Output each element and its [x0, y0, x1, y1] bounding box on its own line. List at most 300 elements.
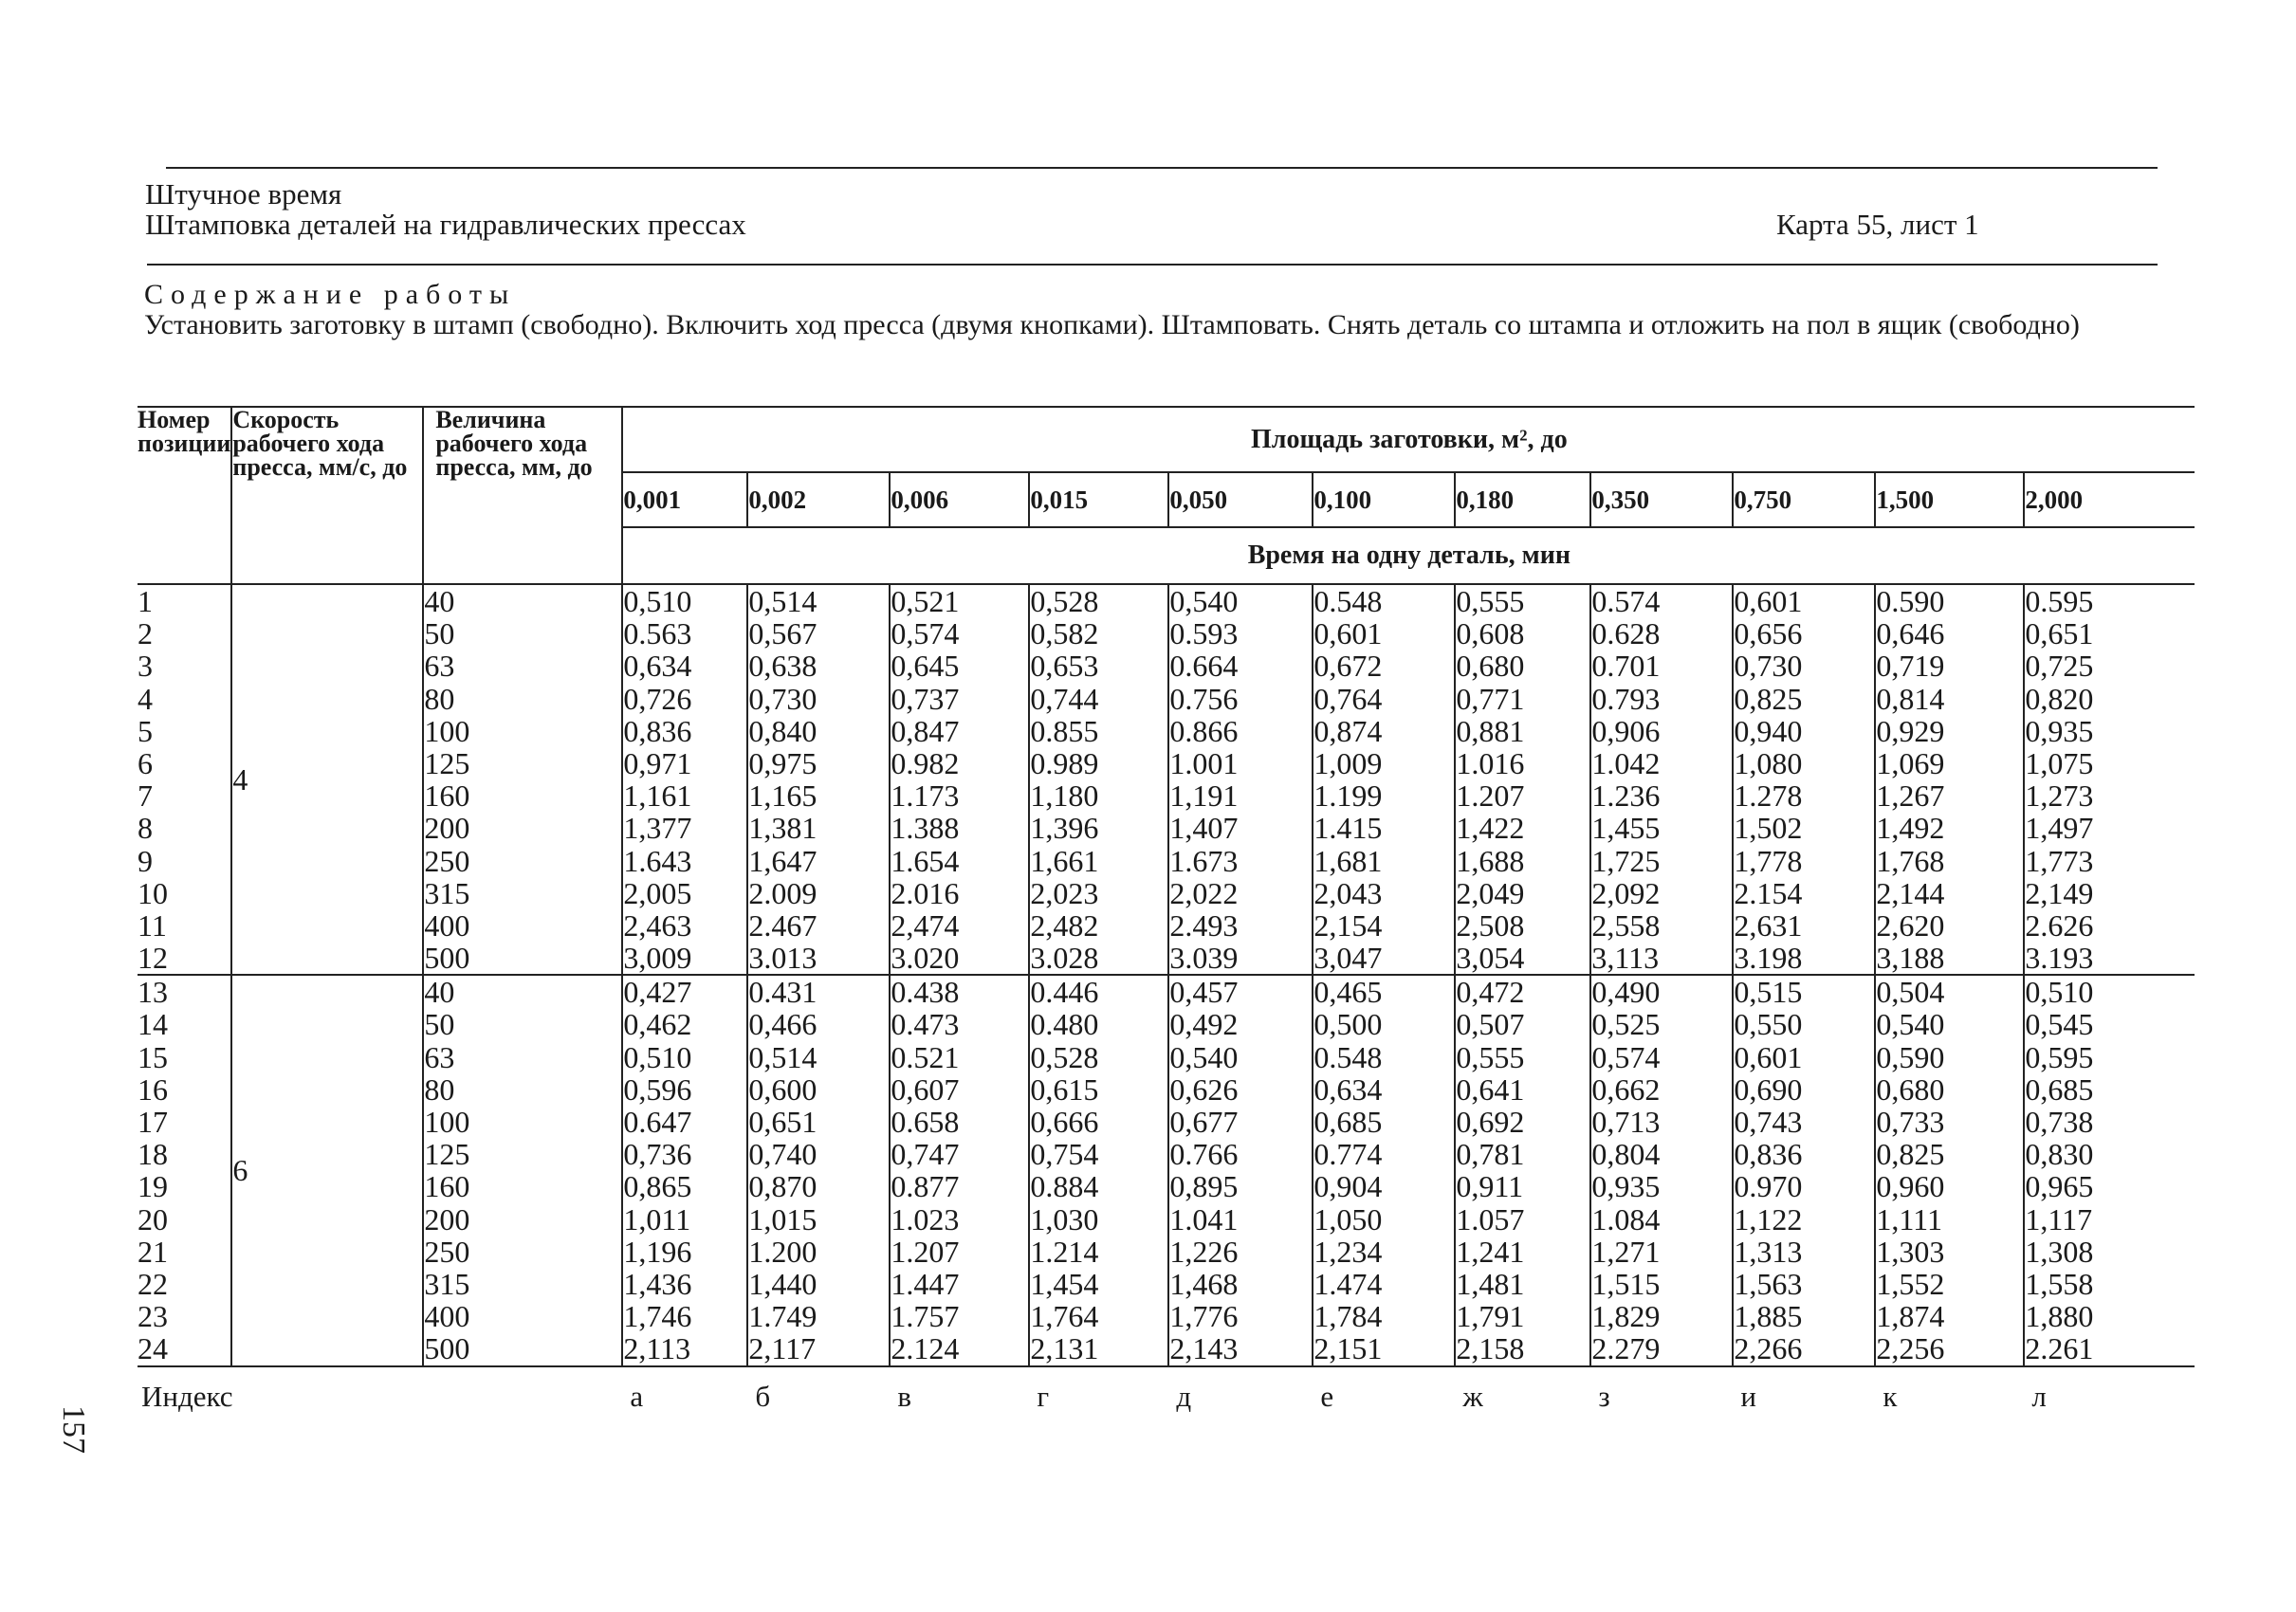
cell: 1,497	[2025, 811, 2094, 846]
cell: 1.278	[1734, 779, 1803, 814]
cell: 0,754	[1030, 1137, 1099, 1172]
position-column	[138, 975, 231, 1365]
cell: 0.548	[1313, 584, 1383, 618]
cell: 500	[424, 941, 470, 976]
area-col-7: 0,180	[1455, 472, 1590, 527]
cell: 0,881	[1456, 713, 1525, 748]
cell: 0.884	[1030, 1169, 1099, 1204]
cell: 0,427	[623, 975, 692, 1010]
cell: 1	[138, 584, 153, 618]
cell: 0,764	[1313, 681, 1383, 716]
cell: 1,725	[1591, 843, 1661, 878]
cell: 1.199	[1313, 779, 1383, 814]
cell: 1,191	[1169, 779, 1239, 814]
cell: 400	[424, 907, 470, 943]
cell: 0.590	[1876, 584, 1945, 618]
cell: 0,935	[1591, 1169, 1661, 1204]
cell: 2,023	[1030, 875, 1099, 910]
cell: 0,582	[1030, 616, 1099, 651]
time-column-5	[1168, 975, 1313, 1365]
cell: 2,022	[1169, 875, 1239, 910]
cell: 2,266	[1734, 1331, 1803, 1366]
cell: 0.595	[2025, 584, 2094, 618]
cell: 2,151	[1313, 1331, 1383, 1366]
cell: 0,713	[1591, 1105, 1661, 1139]
cell: 0.628	[1591, 616, 1661, 651]
cell: 1.654	[891, 843, 960, 878]
cell: 40	[424, 975, 455, 1010]
cell: 0,836	[623, 713, 692, 748]
cell: 2.279	[1591, 1331, 1661, 1366]
index-letter: д	[1176, 1379, 1192, 1413]
cell: 0,462	[623, 1007, 692, 1042]
cell: 1,492	[1876, 811, 1945, 846]
cell: 0,929	[1876, 713, 1945, 748]
cell: 1,075	[2025, 745, 2094, 780]
cell: 14	[138, 1007, 168, 1042]
cell: 2,143	[1169, 1331, 1239, 1366]
cell: 500	[424, 1331, 470, 1366]
cell: 63	[424, 1039, 455, 1074]
cell: 1,381	[748, 811, 817, 846]
cell: 2,474	[891, 907, 960, 943]
cell: 2,158	[1456, 1331, 1525, 1366]
cell: 0,590	[1876, 1039, 1945, 1074]
cell: 21	[138, 1234, 168, 1269]
cell: 0,965	[2025, 1169, 2094, 1204]
cell: 2.626	[2025, 907, 2094, 943]
cell: 0.793	[1591, 681, 1661, 716]
cell: 0,904	[1313, 1169, 1383, 1204]
cell: 4	[138, 681, 153, 716]
cell: 0,690	[1734, 1072, 1803, 1107]
time-column-2	[747, 584, 890, 975]
area-col-9: 0,750	[1733, 472, 1875, 527]
cell: 0,550	[1734, 1007, 1803, 1042]
cell: 0,865	[623, 1169, 692, 1204]
cell: 0,514	[748, 1039, 817, 1074]
cell: 0.877	[891, 1169, 960, 1204]
data-groups	[138, 584, 2195, 1366]
cell: 1,563	[1734, 1266, 1803, 1301]
cell: 0,600	[748, 1072, 817, 1107]
cell: 0,804	[1591, 1137, 1661, 1172]
cell: 0.548	[1313, 1039, 1383, 1074]
cell: 1.388	[891, 811, 960, 846]
cell: 3,188	[1876, 941, 1945, 976]
time-column-5	[1168, 584, 1313, 975]
time-column-4	[1029, 975, 1168, 1365]
cell: 0,685	[1313, 1105, 1383, 1139]
cell: 0.446	[1030, 975, 1099, 1010]
cell: 3	[138, 649, 153, 684]
time-column-7	[1455, 975, 1590, 1365]
time-column-6	[1313, 975, 1455, 1365]
cell: 0.658	[891, 1105, 960, 1139]
card-number: Карта 55, лист 1	[1776, 208, 1979, 241]
cell: 2.154	[1734, 875, 1803, 910]
time-column-11	[2024, 975, 2195, 1365]
cell: 20	[138, 1201, 168, 1236]
cell: 1.042	[1591, 745, 1661, 780]
cell: 3.193	[2025, 941, 2094, 976]
cell: 16	[138, 1072, 168, 1107]
group-row-2	[138, 975, 2195, 1365]
cell: 1,647	[748, 843, 817, 878]
cell: 1,009	[1313, 745, 1383, 780]
cell: 0,740	[748, 1137, 817, 1172]
cell: 2,131	[1030, 1331, 1099, 1366]
cell: 6	[138, 745, 153, 780]
cell: 0,677	[1169, 1105, 1239, 1139]
area-col-6: 0,100	[1313, 472, 1455, 527]
cell: 1,030	[1030, 1201, 1099, 1236]
cell: 0,510	[2025, 975, 2094, 1010]
time-column-9	[1733, 584, 1875, 975]
cell: 63	[424, 649, 455, 684]
cell: 2.124	[891, 1331, 960, 1366]
cell: 17	[138, 1105, 168, 1139]
cell: 0,975	[748, 745, 817, 780]
time-column-4	[1029, 584, 1168, 975]
cell: 13	[138, 975, 168, 1010]
cell: 0.701	[1591, 649, 1661, 684]
cell: 0,733	[1876, 1105, 1945, 1139]
cell: 1,688	[1456, 843, 1525, 878]
cell: 0,504	[1876, 975, 1945, 1010]
cell: 0,634	[1313, 1072, 1383, 1107]
cell: 1,377	[623, 811, 692, 846]
cell: 100	[424, 713, 470, 748]
cell: 0.982	[891, 745, 960, 780]
cell: 0,601	[1313, 616, 1383, 651]
cell: 1,161	[623, 779, 692, 814]
cell: 12	[138, 941, 168, 976]
index-letter: е	[1320, 1379, 1334, 1413]
cell: 1,069	[1876, 745, 1945, 780]
group-row-1	[138, 584, 2195, 975]
cell: 2,149	[2025, 875, 2094, 910]
cell: 23	[138, 1299, 168, 1334]
cell: 1.207	[1456, 779, 1525, 814]
cell: 0,528	[1030, 584, 1099, 618]
cell: 2,482	[1030, 907, 1099, 943]
cell: 1,773	[2025, 843, 2094, 878]
cell: 0,726	[623, 681, 692, 716]
cell: 2,620	[1876, 907, 1945, 943]
cell: 1,271	[1591, 1234, 1661, 1269]
cell: 1.214	[1030, 1234, 1099, 1269]
cell: 1,122	[1734, 1201, 1803, 1236]
cell: 2,558	[1591, 907, 1661, 943]
time-column-7	[1455, 584, 1590, 975]
cell: 160	[424, 1169, 470, 1204]
cell: 1,407	[1169, 811, 1239, 846]
cell: 0,596	[623, 1072, 692, 1107]
time-column-6	[1313, 584, 1455, 975]
cell: 0,781	[1456, 1137, 1525, 1172]
cell: 1.749	[748, 1299, 817, 1334]
cell: 0,492	[1169, 1007, 1239, 1042]
cell: 0,638	[748, 649, 817, 684]
cell: 1,455	[1591, 811, 1661, 846]
cell: 0,608	[1456, 616, 1525, 651]
cell: 0,574	[891, 616, 960, 651]
cell: 0,641	[1456, 1072, 1525, 1107]
cell: 9	[138, 843, 153, 878]
cell: 1.207	[891, 1234, 960, 1269]
top-rule	[166, 167, 2158, 169]
area-header: Площадь заготовки, м², до	[1250, 424, 1568, 454]
cell: 2.467	[748, 907, 817, 943]
cell: 0,680	[1456, 649, 1525, 684]
cell: 3.013	[748, 941, 817, 976]
cell: 0,615	[1030, 1072, 1099, 1107]
cell: 0,666	[1030, 1105, 1099, 1139]
header-rule	[147, 264, 2158, 266]
index-letter: б	[755, 1379, 771, 1413]
cell: 0.563	[623, 616, 692, 651]
cell: 315	[424, 1266, 470, 1301]
cell: 0,540	[1169, 1039, 1239, 1074]
cell: 8	[138, 811, 153, 846]
cell: 0,737	[891, 681, 960, 716]
time-column-3	[890, 975, 1029, 1365]
cell: 2.009	[748, 875, 817, 910]
cell: 0,500	[1313, 1007, 1383, 1042]
cell: 0,847	[891, 713, 960, 748]
cell: 0,814	[1876, 681, 1945, 716]
cell: 0,685	[2025, 1072, 2094, 1107]
cell: 0,870	[748, 1169, 817, 1204]
index-label: Индекс	[141, 1379, 233, 1413]
cell: 3,047	[1313, 941, 1383, 976]
cell: 18	[138, 1137, 168, 1172]
time-column-9	[1733, 975, 1875, 1365]
cell: 0,457	[1169, 975, 1239, 1010]
cell: 0,680	[1876, 1072, 1945, 1107]
cell: 1,764	[1030, 1299, 1099, 1334]
cell: 1.757	[891, 1299, 960, 1334]
cell: 0,771	[1456, 681, 1525, 716]
cell: 0,725	[2025, 649, 2094, 684]
cell: 0,672	[1313, 649, 1383, 684]
cell: 1,117	[2025, 1201, 2093, 1236]
cell: 0,825	[1876, 1137, 1945, 1172]
speed-value: 6	[231, 975, 423, 1365]
cell: 0.866	[1169, 713, 1239, 748]
cell: 1,468	[1169, 1266, 1239, 1301]
cell: 0,646	[1876, 616, 1945, 651]
cell: 0,836	[1734, 1137, 1803, 1172]
cell: 2,092	[1591, 875, 1661, 910]
cell: 1.023	[891, 1201, 960, 1236]
cell: 0,645	[891, 649, 960, 684]
cell: 1,313	[1734, 1234, 1803, 1269]
cell: 0,830	[2025, 1137, 2094, 1172]
cell: 250	[424, 1234, 470, 1269]
area-col-2: 0,002	[747, 472, 890, 527]
index-letter: з	[1598, 1379, 1610, 1413]
cell: 1,050	[1313, 1201, 1383, 1236]
cell: 0,472	[1456, 975, 1525, 1010]
cell: 2,005	[623, 875, 692, 910]
cell: 50	[424, 1007, 455, 1042]
speed-value: 4	[231, 584, 423, 975]
cell: 1,778	[1734, 843, 1803, 878]
cell: 0.766	[1169, 1137, 1239, 1172]
cell: 0.989	[1030, 745, 1099, 780]
cell: 1,436	[623, 1266, 692, 1301]
cell: 1.041	[1169, 1201, 1239, 1236]
time-column-1	[622, 975, 747, 1365]
cell: 0,747	[891, 1137, 960, 1172]
cell: 80	[424, 1072, 455, 1107]
cell: 1,558	[2025, 1266, 2094, 1301]
cell: 0,601	[1734, 1039, 1803, 1074]
cell: 1.173	[891, 779, 960, 814]
cell: 24	[138, 1331, 168, 1366]
index-letter: а	[630, 1379, 644, 1413]
cell: 100	[424, 1105, 470, 1139]
cell: 1,880	[2025, 1299, 2094, 1334]
cell: 1,746	[623, 1299, 692, 1334]
cell: 1,791	[1456, 1299, 1525, 1334]
cell: 0,743	[1734, 1105, 1803, 1139]
cell: 1.474	[1313, 1266, 1383, 1301]
cell: 1.415	[1313, 811, 1383, 846]
index-letter: ж	[1462, 1379, 1483, 1413]
cell: 2,631	[1734, 907, 1803, 943]
index-letter: и	[1740, 1379, 1756, 1413]
cell: 0,911	[1456, 1169, 1524, 1204]
cell: 2,463	[623, 907, 692, 943]
cell: 1,515	[1591, 1266, 1661, 1301]
area-col-1: 0,001	[622, 472, 747, 527]
cell: 0,730	[1734, 649, 1803, 684]
time-column-10	[1875, 584, 2024, 975]
cell: 1,829	[1591, 1299, 1661, 1334]
area-col-3: 0,006	[890, 472, 1029, 527]
cell: 0,574	[1591, 1039, 1661, 1074]
cell: 50	[424, 616, 455, 651]
cell: 1.200	[748, 1234, 817, 1269]
cell: 0.480	[1030, 1007, 1099, 1042]
cell: 1,111	[1876, 1201, 1942, 1236]
cell: 2.016	[891, 875, 960, 910]
cell: 3.028	[1030, 941, 1099, 976]
cell: 3,054	[1456, 941, 1525, 976]
cell: 0,820	[2025, 681, 2094, 716]
cell: 200	[424, 1201, 470, 1236]
cell: 10	[138, 875, 168, 910]
cell: 400	[424, 1299, 470, 1334]
cell: 3,113	[1591, 941, 1660, 976]
cell: 0,825	[1734, 681, 1803, 716]
cell: 0,490	[1591, 975, 1661, 1010]
time-column-8	[1590, 975, 1733, 1365]
cell: 0,736	[623, 1137, 692, 1172]
cell: 250	[424, 843, 470, 878]
time-column-11	[2024, 584, 2195, 975]
cell: 0,510	[623, 1039, 692, 1074]
cell: 2.261	[2025, 1331, 2094, 1366]
cell: 1,481	[1456, 1266, 1525, 1301]
cell: 0,540	[1169, 584, 1239, 618]
cell: 40	[424, 584, 455, 618]
cell: 2,154	[1313, 907, 1383, 943]
cell: 11	[138, 907, 167, 943]
cell: 3,009	[623, 941, 692, 976]
cell: 2,049	[1456, 875, 1525, 910]
cell: 0.431	[748, 975, 817, 1010]
cell: 1,273	[2025, 779, 2094, 814]
cell: 1.016	[1456, 745, 1525, 780]
cell: 0,555	[1456, 1039, 1525, 1074]
cell: 1,552	[1876, 1266, 1945, 1301]
index-letter: в	[897, 1379, 911, 1413]
cell: 315	[424, 875, 470, 910]
cell: 0,510	[623, 584, 692, 618]
cell: 15	[138, 1039, 168, 1074]
cell: 1,180	[1030, 779, 1099, 814]
cell: 1.084	[1591, 1201, 1661, 1236]
cell: 1,308	[2025, 1234, 2094, 1269]
cell: 0,525	[1591, 1007, 1661, 1042]
time-column-1	[622, 584, 747, 975]
cell: 1,011	[623, 1201, 691, 1236]
work-title: Содержание работы	[144, 279, 517, 310]
cell: 0.756	[1169, 681, 1239, 716]
area-col-4: 0,015	[1029, 472, 1168, 527]
cell: 2	[138, 616, 153, 651]
cell: 1.001	[1169, 745, 1239, 780]
cell: 0.970	[1734, 1169, 1803, 1204]
cell: 1.057	[1456, 1201, 1525, 1236]
cell: 1,784	[1313, 1299, 1383, 1334]
header-line-1: Штучное время	[145, 177, 342, 211]
cell: 0,960	[1876, 1169, 1945, 1204]
cell: 0,906	[1591, 713, 1661, 748]
cell: 0.574	[1591, 584, 1661, 618]
cell: 0,730	[748, 681, 817, 716]
time-column-3	[890, 584, 1029, 975]
cell: 0,607	[891, 1072, 960, 1107]
area-col-8: 0,350	[1590, 472, 1733, 527]
cell: 1.673	[1169, 843, 1239, 878]
cell: 0,515	[1734, 975, 1803, 1010]
cell: 1,422	[1456, 811, 1525, 846]
cell: 1,502	[1734, 811, 1803, 846]
cell: 125	[424, 1137, 470, 1172]
cell: 0,465	[1313, 975, 1383, 1010]
index-row	[138, 1366, 2195, 1426]
cell: 0,895	[1169, 1169, 1239, 1204]
cell: 0,601	[1734, 584, 1803, 618]
cell: 1,080	[1734, 745, 1803, 780]
cell: 0.664	[1169, 649, 1239, 684]
index-letter: г	[1037, 1379, 1050, 1413]
cell: 3.039	[1169, 941, 1239, 976]
work-text: Установить заготовку в штамп (свободно). Включить ход пресса (двумя кнопками). Штамповать. Снять деталь со штампа и отложить на пол в ящик (свободно)	[144, 309, 2080, 340]
index-letter: к	[1883, 1379, 1898, 1413]
cell: 0,935	[2025, 713, 2094, 748]
cell: 2,144	[1876, 875, 1945, 910]
cell: 125	[424, 745, 470, 780]
cell: 0,528	[1030, 1039, 1099, 1074]
cell: 0.438	[891, 975, 960, 1010]
cell: 0,507	[1456, 1007, 1525, 1042]
